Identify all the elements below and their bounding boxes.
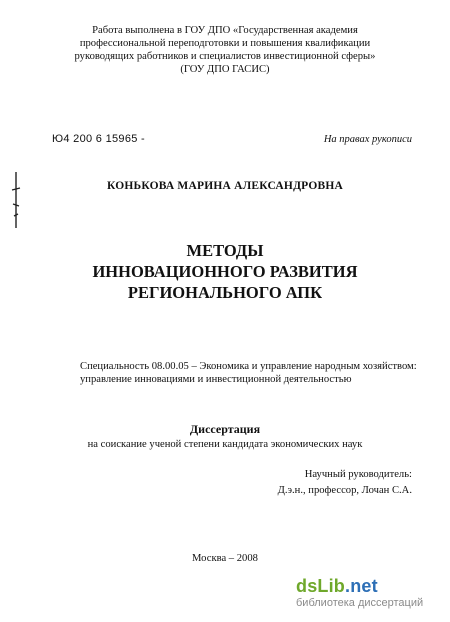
supervisor-label: Научный руководитель: <box>304 469 412 480</box>
institution-header <box>60 24 390 76</box>
registry-number: Ю4 200 6 15965 - <box>52 133 145 145</box>
specialty-line-1: Специальность 08.00.05 – Экономика и управление народным хозяйством: <box>80 361 417 372</box>
degree-text: на соискание ученой степени кандидата экономических наук <box>87 439 363 450</box>
watermark-title <box>296 576 378 597</box>
city-year: Москва – 2008 <box>192 553 258 564</box>
title-line-2: ИННОВАЦИОННОГО РАЗВИТИЯ <box>92 262 358 281</box>
watermark-subtitle: библиотека диссертаций <box>296 597 424 609</box>
specialty-line-2: управление инновациями и инвестиционной деятельностью <box>80 374 352 385</box>
supervisor-name: Д.э.н., профессор, Лочан С.А. <box>277 485 412 496</box>
header-line-3: руководящих работников и специалистов инвестиционной сферы» <box>74 51 376 62</box>
dissertation-label: Диссертация <box>189 422 261 436</box>
scan-artifact <box>9 170 23 230</box>
watermark-part-2: .net <box>345 576 378 596</box>
specialty-block <box>80 360 420 386</box>
title-line-3: РЕГИОНАЛЬНОГО АПК <box>127 283 323 302</box>
header-line-2: профессиональной переподготовки и повышения квалификации <box>79 38 371 49</box>
title-line-1: МЕТОДЫ <box>186 241 264 260</box>
watermark-logo <box>296 576 434 614</box>
watermark-part-1: dsLib <box>296 576 345 596</box>
header-line-1: Работа выполнена в ГОУ ДПО «Государственная академия <box>92 25 358 36</box>
supervisor-block <box>278 467 412 499</box>
dissertation-title <box>0 240 450 303</box>
rights-notice: На правах рукописи <box>323 134 412 145</box>
header-line-4: (ГОУ ДПО ГАСИС) <box>180 64 270 75</box>
author-name: КОНЬКОВА МАРИНА АЛЕКСАНДРОВНА <box>106 180 344 192</box>
